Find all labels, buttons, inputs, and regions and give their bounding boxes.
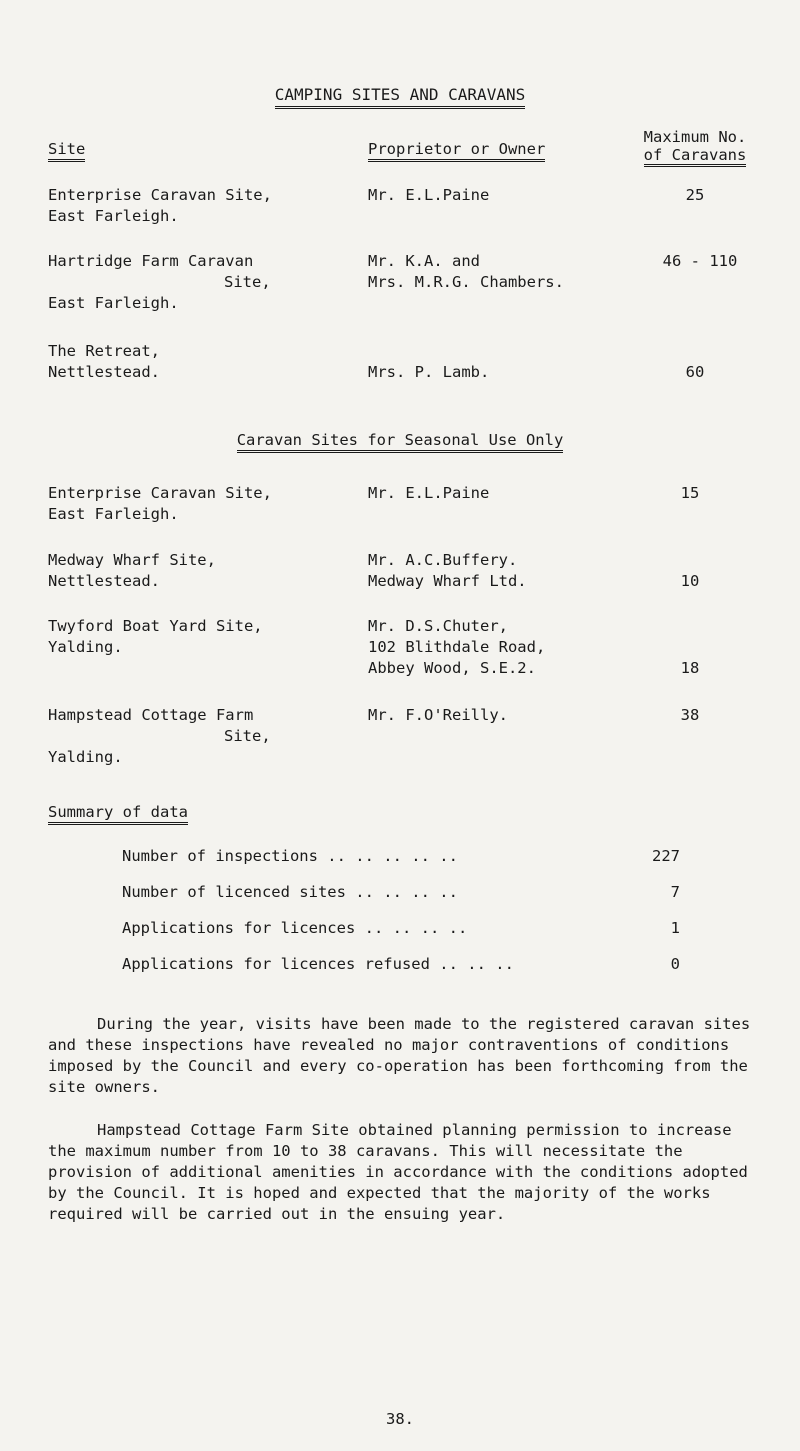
summary-value: 1	[670, 919, 680, 937]
site-location: East Farleigh.	[48, 505, 179, 523]
max-caravans: 18	[680, 659, 700, 677]
owner-name: Mr. A.C.Buffery.	[368, 551, 518, 569]
site-name-cont: Site,	[224, 727, 271, 745]
site-name: The Retreat,	[48, 342, 160, 360]
page-title: CAMPING SITES AND CARAVANS	[0, 85, 800, 104]
site-location: Yalding.	[48, 638, 123, 656]
site-name: Medway Wharf Site,	[48, 551, 216, 569]
site-name: Hartridge Farm Caravan	[48, 252, 254, 270]
site-name: Enterprise Caravan Site,	[48, 186, 272, 204]
paragraph: Hampstead Cottage Farm Site obtained planning permission to increase the maximum number from 10 to 38 caravans. This will necessitate the provision of additional amenities in accordance with the conditions adopted by the Council. It is hoped and expected that the majority of the works required will be carried out in the ensuing year.	[48, 1121, 748, 1223]
max-caravans: 15	[680, 484, 700, 502]
summary-label: Applications for licences refused .. .. ..	[122, 955, 514, 973]
owner-name: Mr. E.L.Paine	[368, 186, 490, 204]
max-caravans: 60	[685, 363, 705, 381]
page-number: 38.	[386, 1410, 414, 1428]
site-location: Nettlestead.	[48, 363, 160, 381]
seasonal-heading: Caravan Sites for Seasonal Use Only	[0, 431, 800, 449]
summary-value: 0	[670, 955, 680, 973]
owner-company: Medway Wharf Ltd.	[368, 572, 527, 590]
site-name: Twyford Boat Yard Site,	[48, 617, 263, 635]
summary-label: Number of inspections .. .. .. .. ..	[122, 847, 458, 865]
owner-name: Mrs. P. Lamb.	[368, 363, 490, 381]
summary-value: 227	[652, 847, 680, 865]
max-caravans: 25	[685, 186, 705, 204]
max-caravans: 38	[680, 706, 700, 724]
owner-name: Mr. D.S.Chuter,	[368, 617, 508, 635]
owner-name: Mrs. M.R.G. Chambers.	[368, 273, 564, 291]
summary-value: 7	[670, 883, 680, 901]
owner-name: Mr. F.O'Reilly.	[368, 706, 508, 724]
column-header-site: Site	[48, 140, 85, 162]
owner-name: Mr. E.L.Paine	[368, 484, 490, 502]
site-location: Nettlestead.	[48, 572, 160, 590]
owner-address: Abbey Wood, S.E.2.	[368, 659, 536, 677]
summary-heading: Summary of data	[48, 803, 188, 825]
site-location: East Farleigh.	[48, 207, 179, 225]
max-caravans: 46 - 110	[662, 252, 738, 270]
site-location: Yalding.	[48, 748, 123, 766]
max-caravans: 10	[680, 572, 700, 590]
site-name: Enterprise Caravan Site,	[48, 484, 272, 502]
owner-name: Mr. K.A. and	[368, 252, 480, 270]
owner-address: 102 Blithdale Road,	[368, 638, 546, 656]
site-name-cont: Site,	[224, 273, 271, 291]
site-location: East Farleigh.	[48, 294, 179, 312]
column-header-max: Maximum No. of Caravans	[620, 128, 770, 167]
summary-label: Number of licenced sites .. .. .. ..	[122, 883, 458, 901]
paragraph: During the year, visits have been made to the registered caravan sites and these inspections have revealed no major contraventions of conditions imposed by the Council and every co-operation has been forthcoming from the site owners.	[48, 1015, 751, 1096]
site-name: Hampstead Cottage Farm	[48, 706, 254, 724]
summary-label: Applications for licences .. .. .. ..	[122, 919, 468, 937]
column-header-owner: Proprietor or Owner	[368, 140, 545, 162]
